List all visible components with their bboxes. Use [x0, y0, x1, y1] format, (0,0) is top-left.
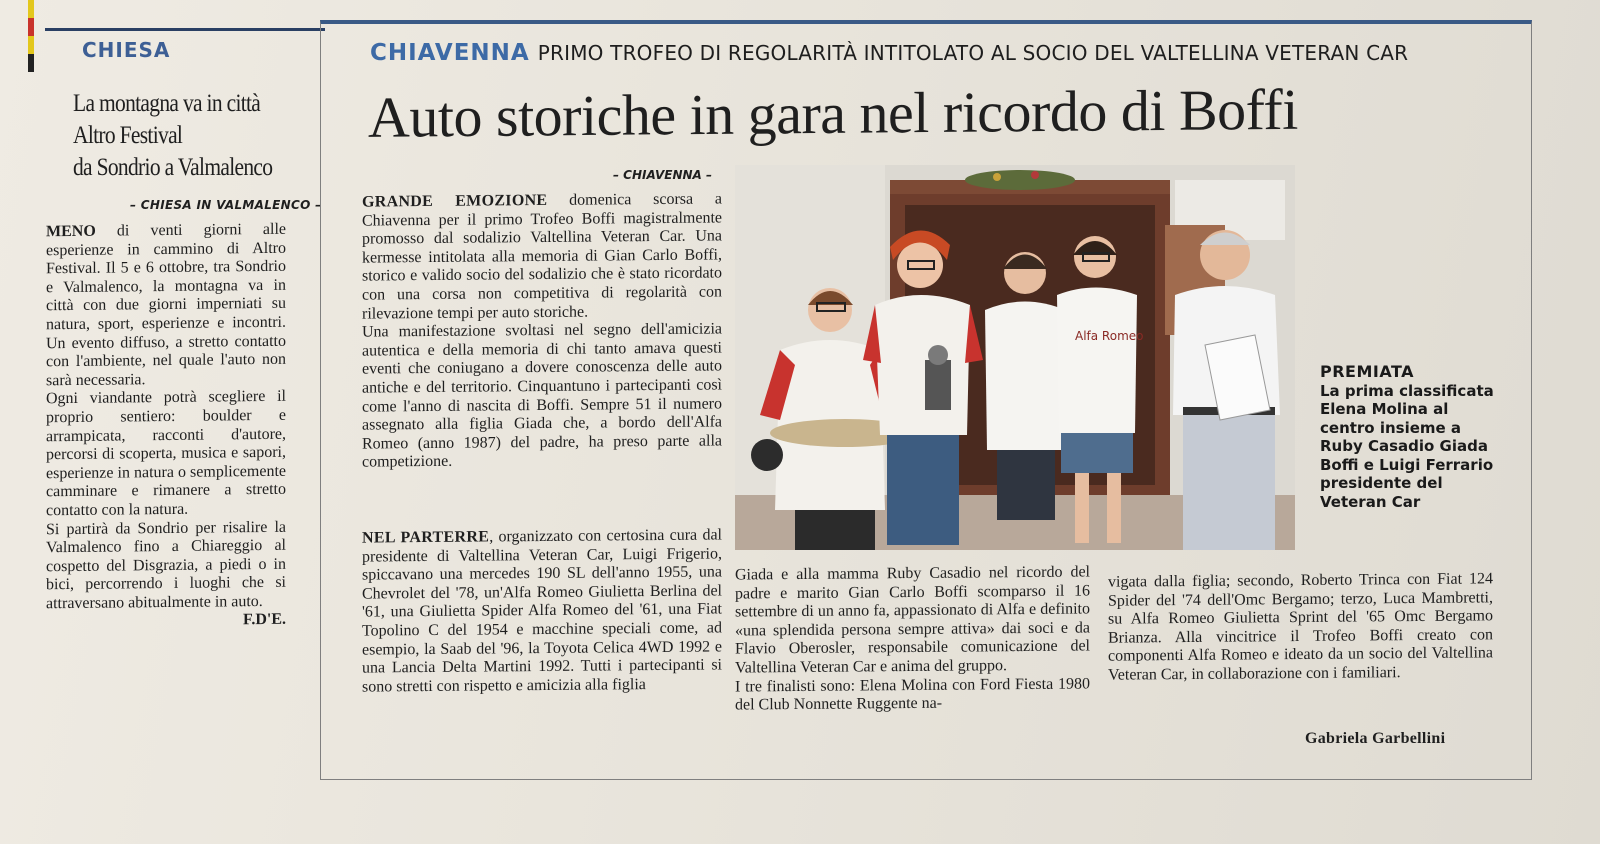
left-paragraph [46, 518, 286, 629]
caption-text: La prima classificata Elena Molina al centro insieme a Ruby Casadio Giada Boffi e Luigi Ferrario presidente del Veteran Car [1320, 381, 1494, 511]
left-headline-line: La montagna va in città [73, 90, 261, 117]
kicker [370, 40, 1500, 66]
photo-illustration [735, 165, 1295, 550]
article-paragraph: I tre finalisti sono: Elena Molina con Ford Fiesta 1980 del Club Nonnette Ruggente na- [735, 675, 1090, 714]
kicker-text: PRIMO TROFEO DI REGOLARITÀ INTITOLATO AL SOCIO DEL VALTELLINA VETERAN CAR [537, 41, 1409, 65]
left-article-body [46, 221, 286, 633]
lead-words: GRANDE EMOZIONE [362, 191, 548, 211]
article-column-1-lower [362, 526, 722, 696]
main-dateline: – CHIAVENNA – [613, 168, 712, 182]
left-headline-line: da Sondrio a Valmalenco [73, 154, 273, 181]
signature: F.D'E. [243, 611, 286, 629]
article-column-1 [362, 190, 722, 472]
caption-title: PREMIATA [1320, 362, 1415, 381]
kicker-location: CHIAVENNA [370, 40, 530, 66]
left-headline-line: Altro Festival [73, 122, 183, 149]
page-color-tab [28, 0, 34, 78]
article-paragraph: vigata dalla figlia; secondo, Roberto Trinca con Fiat 124 Spider del '74 dell'Omc Bergamo; terzo, Luca Mambretti, su Alfa Romeo Giulietta Sprint del '65 Omc Bergamo Brianza. Alla vincitrice il Trofeo Boffi creato con componenti Alfa Romeo e ideato da un socio del Valtellina Veteran Car, in collaborazione con i familiari. [1108, 570, 1493, 684]
left-headline [73, 88, 288, 184]
left-column-rule [45, 28, 325, 31]
main-headline: Auto storiche in gara nel ricordo di Boffi [368, 76, 1298, 150]
paragraph-text: domenica scorsa a Chiavenna per il primo Trofeo Boffi magistralmente promosso dal sodalizio Valtellina Veteran Car. Una kermesse intitolata alla memoria di Gian Carlo Boffi, storico e valido socio del sodalizio che è stato ricordato con una corsa non competitiva di regolarità con rilevazione tempi per auto storiche. [362, 190, 723, 323]
paragraph-text: , organizzato con certosina cura dal presidente di Valtellina Veteran Car, Luigi Frigerio, spiccavano una mercedes 190 SL dell'anno 1955, una Chevrolet del '78, un'Alfa Romeo Giulietta Berlina del '61, una Giulietta Spider Alfa Romeo del '61, una Fiat Topolino C del 1954 e macchine speciali come, ad esempio, la Saab del '96, la Toyota Celica 4WD 1992 e una Lancia Delta Martini 1992. Tutti i partecipanti si sono stretti con rispetto e amicizia alla figlia [362, 526, 723, 696]
photo-caption [1320, 363, 1500, 511]
paragraph-text: Si partirà da Sondrio per risalire la Valmalenco fino a Chiareggio al cospetto del Disgrazia, a piedi o in bici, percorrendo i luoghi che si attraversano abitualmente in auto. [46, 518, 286, 613]
lead-word: MENO [46, 222, 96, 241]
article-column-3 [1108, 570, 1493, 685]
article-paragraph: Una manifestazione svoltasi nel segno dell'amicizia autentica e della memoria di chi tanto amava questi eventi che coniugano a dovere conoscenza delle auto antiche e del territorio. Cinquantuno i partecipanti così come l'anno di nascita di Boffi. Sempre 51 il numero assegnato alla figlia Giada che, a bordo dell'Alfa Romeo (anno 1987) del padre, ha preso parte alla competizione. [362, 320, 722, 471]
paragraph-text: di venti giorni alle esperienze in cammino di Altro Festival. Il 5 e 6 ottobre, tra Sondrio e Valmalenco, la montagna va in città con due giorni imperniati su natura, sport, esperienze e incontri. Un evento diffuso, a stretto contatto con l'ambiente, nel quale l'auto non sarà necessaria. [46, 220, 286, 390]
article-paragraph: Giada e alla mamma Ruby Casadio nel ricordo del padre e marito Gian Carlo Boffi scomparso il 16 settembre di un anno fa, appassionato di Alfa e definito «una splendida persona sempre attiva» dai soci e da Flavio Oberosler, responsabile comunicazione del Valtellina Veteran Car e anima del gruppo. [735, 563, 1090, 677]
left-paragraph: Ogni viandante potrà scegliere il proprio sentiero: boulder e arrampicata, racconti d'autore, percorsi di scoperta, musica e sapori, esperienze in natura o semplicemente camminare e rimanere a stretto contatto con la natura. [46, 388, 286, 520]
shirt-text: Alfa Romeo [1075, 329, 1144, 343]
section-label: CHIESA [82, 38, 171, 62]
byline: Gabriela Garbellini [1305, 730, 1446, 747]
award-photo [735, 165, 1295, 550]
lead-words: NEL PARTERRE [362, 528, 490, 547]
left-dateline: – CHIESA IN VALMALENCO – [130, 198, 322, 212]
left-paragraph [46, 221, 286, 391]
article-paragraph [362, 526, 722, 696]
article-paragraph [362, 190, 722, 323]
article-column-2 [735, 563, 1090, 715]
